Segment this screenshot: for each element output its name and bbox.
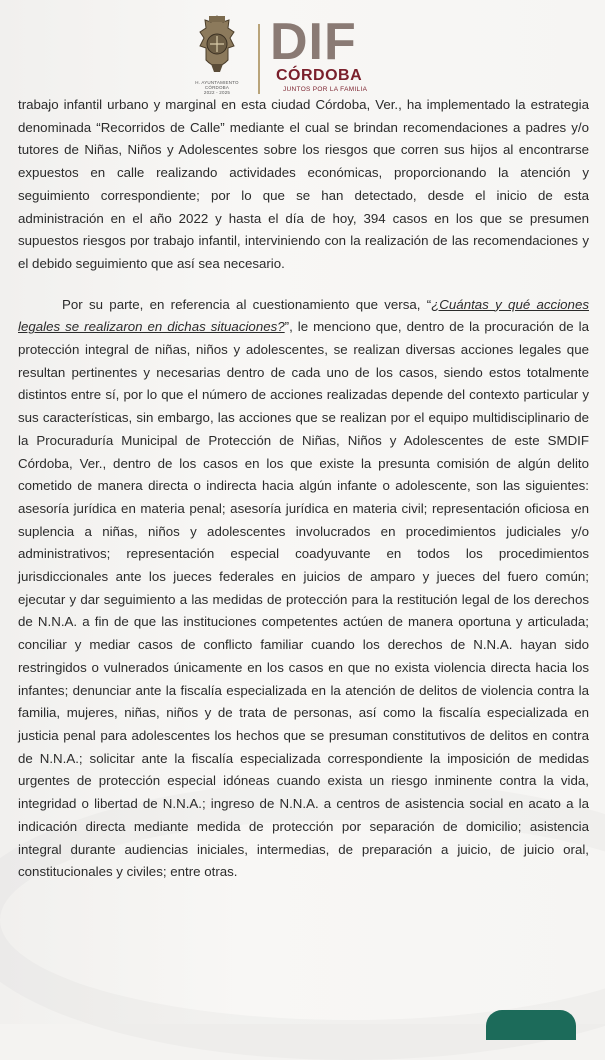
- dif-logo-subtitle: CÓRDOBA: [276, 67, 363, 84]
- municipal-seal-icon: [192, 14, 242, 90]
- corner-decoration: [486, 1010, 576, 1040]
- paragraph-2: [18, 294, 589, 884]
- header-divider: [258, 24, 260, 94]
- document-body: [18, 94, 589, 884]
- paragraph-2-rest: ”, le menciono que, dentro de la procuración de la protección integral de niñas, niños y adolescentes, se realizan diversas acciones legales que resultan pertinentes y necesarias dentro de cada uno de los casos, siendo estos totalmente distintos entre sí, por lo que el número de acciones realizadas depende del contexto particular y sus características, sin embargo, las acciones que se realizan por el equipo multidisciplinario de la Procuraduría Municipal de Protección de Niñas, Niños y Adolescentes de este SMDIF Córdoba, Ver., dentro de los casos en los que existe la presunta comisión de algún delito cometido de manera directa o indirecta hacia algún infante o adolescente, son las siguientes: asesoría jurídica en materia penal; asesoría jurídica en materia civil; representación oficiosa en suplencia a niñas, niños y adolescentes involucrados en procedimientos judiciales y/o administrativos; representación especial coadyuvante en todos los procedimientos jurisdiccionales ante los jueces federales en juicios de amparo y jueces del fuero común; ejecutar y dar seguimiento a las medidas de protección para la restitución legal de los derechos de N.N.A. a fin de que las instituciones competentes actúen de manera oportuna y articulada; conciliar y mediar casos de conflicto familiar cuando los derechos de N.N.A. hayan sido restringidos o vulnerados únicamente en los casos en que no exista violencia directa hacia los infantes; denunciar ante la fiscalía especializada en la atención de delitos de violencia contra la familia, mujeres, niñas, niños y de trata de personas, así como la fiscalía especializada en justicia penal para adolescentes los hechos que se presuman constitutivos de delitos en contra de N.N.A.; solicitar ante la fiscalía especializada correspondiente la imposición de medidas urgentes de protección especial idóneas cuando exista un riesgo inminente contra la vida, integridad o libertad de N.N.A.; ingreso de N.N.A. a centros de asistencia social en acato a la indicación directa mediante medida de protección por separación de domicilio; asistencia integral durante audiencias iniciales, intermedias, de preparación a juicio, de juicio oral, constitucionales y civiles; entre otras.: [18, 319, 590, 880]
- letterhead: [0, 14, 605, 96]
- paragraph-1: trabajo infantil urbano y marginal en esta ciudad Córdoba, Ver., ha implementado la estrategia denominada “Recorridos de Calle” mediante el cual se brindan recomendaciones a padres y/o tutores de Niñas, Niños y Adolescentes sobre los riesgos que corren sus hijos al encontrarse expuestos en calle realizando actividades económicas, proporcionando la atención y seguimiento correspondiente; por lo que se han detectado, desde el inicio de esta administración en el año 2022 y hasta el día de hoy, 394 casos en los que se presumen supuestos riesgos por trabajo infantil, interviniendo con la realización de las recomendaciones y el debido seguimiento que así sea necesario.: [18, 97, 589, 271]
- seal-caption: H. AYUNTAMIENTO CÓRDOBA 2022 - 2025: [195, 80, 239, 95]
- paragraph-2-intro: Por su parte, en referencia al cuestionamiento que versa, “: [62, 296, 432, 312]
- dif-logo: DIF: [270, 13, 357, 71]
- dif-logo-tagline: JUNTOS POR LA FAMILIA: [283, 86, 368, 93]
- quoted-question: ¿Cuántas y qué acciones legales se realizaron en dichas situaciones?: [18, 296, 589, 335]
